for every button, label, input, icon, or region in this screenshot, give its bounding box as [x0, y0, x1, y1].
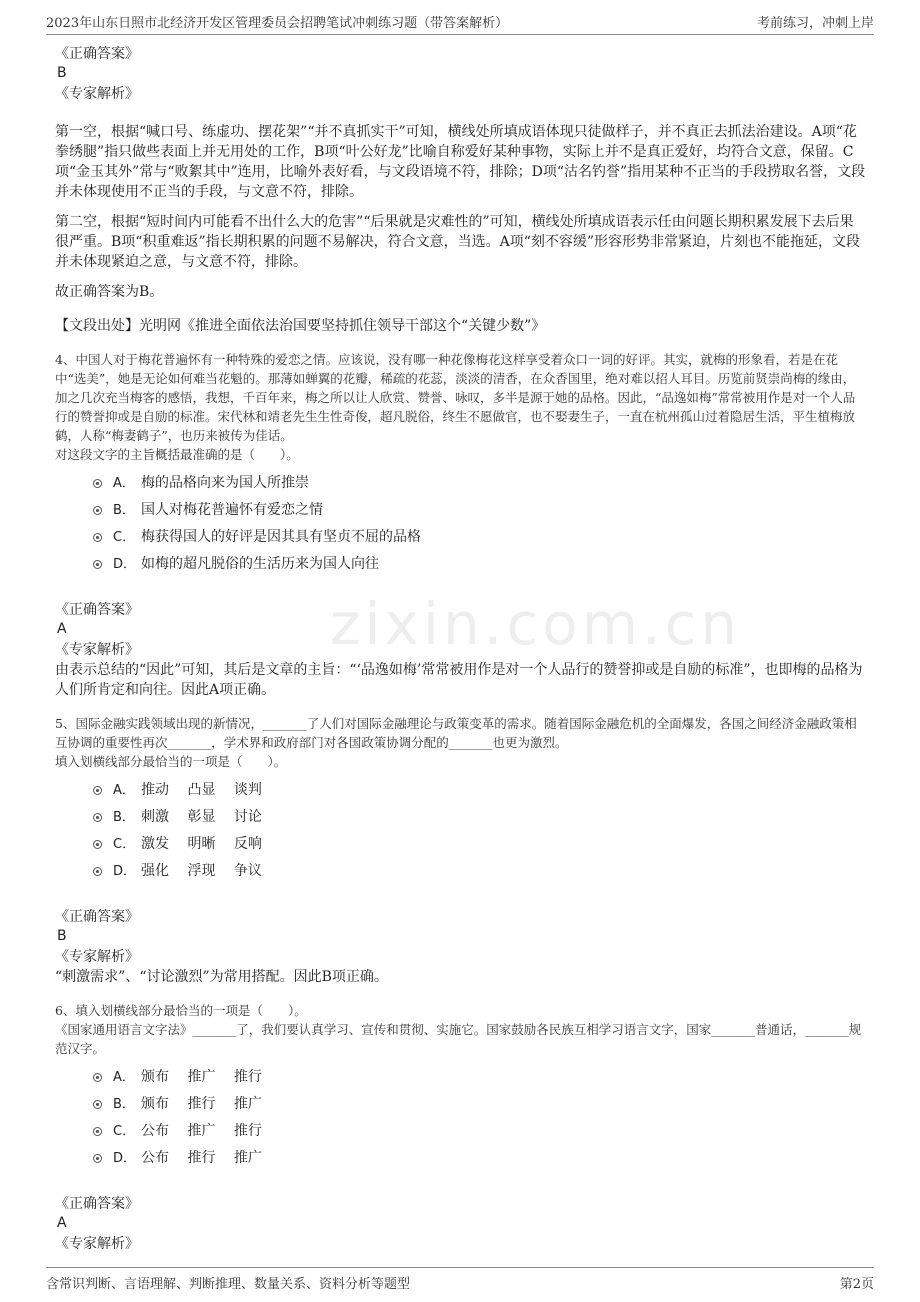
page-content — [55, 44, 867, 1254]
question-prompt: 填入划横线部分最恰当的一项是（ ）。 — [55, 754, 287, 769]
option-b[interactable]: B． 国人对梅花普遍怀有爱恋之情 — [91, 497, 867, 524]
expert-analysis-label: 《专家解析》 — [55, 1236, 139, 1252]
page-header — [46, 10, 874, 35]
footer-subjects: 含常识判断、言语理解、判断推理、数量关系、资料分析等题型 — [46, 1277, 411, 1292]
radio-icon[interactable] — [93, 1127, 102, 1136]
analysis-paragraph: “刺激需求”、“讨论激烈”为常用搭配。因此B项正确。 — [55, 969, 388, 985]
question-3-answer-block — [55, 44, 867, 336]
correct-answer-label: 《正确答案》 — [55, 909, 139, 925]
question-4 — [55, 350, 867, 700]
analysis-paragraph: 第二空，根据“短时间内可能看不出什么大的危害”“后果就是灾难性的”可知，横线处所填成语表示任由问题长期积累发展下去后果很严重。B项“积重难返”指长期积累的问题不易解决，符合文意，当选。A项“刻不容缓”形容形势非常紧迫，片刻也不能拖延，文段并未体现紧迫之意，与文意不符，排除。 — [55, 214, 861, 270]
option-a[interactable]: A． 梅的品格向来为国人所推崇 — [91, 470, 867, 497]
expert-analysis-label: 《专家解析》 — [55, 86, 139, 102]
correct-answer-label: 《正确答案》 — [55, 1196, 139, 1212]
radio-icon[interactable] — [93, 867, 102, 876]
radio-icon[interactable] — [93, 1154, 102, 1163]
radio-icon[interactable] — [93, 506, 102, 515]
page-number: 第2页 — [839, 1277, 874, 1292]
analysis-paragraph: 由表示总结的“因此”可知，其后是文章的主旨：“‘品逸如梅’常常被用作是对一个人品行的赞誉抑或是自励的标准”，也即梅的品格为人们所肯定和向往。因此A项正确。 — [55, 662, 863, 698]
correct-answer: B — [57, 65, 67, 81]
expert-analysis-label: 《专家解析》 — [55, 642, 139, 658]
question-6 — [55, 1001, 867, 1254]
radio-icon[interactable] — [93, 840, 102, 849]
question-stem: 5、国际金融实践领域出现的新情况，_______了人们对国际金融理论与政策变革的需求。随着国际金融危机的全面爆发，各国之间经济金融政策相互协调的重要性再次_______，学术界和政府部门对各国政策协调分配的_______也更为激烈。 — [55, 716, 857, 750]
radio-icon[interactable] — [93, 1073, 102, 1082]
option-list — [91, 1064, 867, 1172]
expert-analysis-label: 《专家解析》 — [55, 949, 139, 965]
question-5 — [55, 714, 867, 987]
radio-icon[interactable] — [93, 786, 102, 795]
document-title: 2023年山东日照市北经济开发区管理委员会招聘笔试冲刺练习题（带答案解析） — [46, 16, 509, 31]
correct-answer-label: 《正确答案》 — [55, 602, 139, 618]
header-slogan: 考前练习，冲刺上岸 — [756, 16, 874, 31]
option-list — [91, 777, 867, 885]
radio-icon[interactable] — [93, 533, 102, 542]
correct-answer-label: 《正确答案》 — [55, 46, 139, 62]
question-stem: 4、中国人对于梅花普遍怀有一种特殊的爱恋之情。应该说，没有哪一种花像梅花这样享受着众口一词的好评。其实，就梅的形象看，若是在花中“选美”，她是无论如何难当花魁的。那薄如蝉翼的花瓣，稀疏的花蕊，淡淡的清香，在众香国里，绝对难以招人耳目。历览前贤崇尚梅的缘由，加之几次充当梅客的感悟，我想，千百年来，梅之所以让人欣赏、赞誉、咏叹，多半是源于她的品格。因此，“品逸如梅”常常被用作是对一个人品行的赞誉抑或是自励的标准。宋代林和靖老先生生性奇俊，超凡脱俗，终生不愿做官，也不娶妻生子，一直在杭州孤山过着隐居生活，平生植梅放鹤，人称“梅妻鹤子”，也历来被传为佳话。 — [55, 352, 856, 443]
option-b[interactable]: B． 刺激 彰显 讨论 — [91, 804, 867, 831]
option-c[interactable]: C． 激发 明晰 反响 — [91, 831, 867, 858]
correct-answer: B — [57, 928, 67, 944]
option-b[interactable]: B． 颁布 推行 推广 — [91, 1091, 867, 1118]
option-a[interactable]: A． 推动 凸显 谈判 — [91, 777, 867, 804]
page-footer — [46, 1267, 874, 1294]
analysis-conclusion: 故正确答案为B。 — [55, 284, 164, 300]
option-d[interactable]: D． 如梅的超凡脱俗的生活历来为国人向往 — [91, 551, 867, 578]
correct-answer: A — [57, 1215, 67, 1231]
question-prompt: 对这段文字的主旨概括最准确的是（ ）。 — [55, 447, 299, 462]
radio-icon[interactable] — [93, 479, 102, 488]
option-list — [91, 470, 867, 578]
option-d[interactable]: D． 强化 浮现 争议 — [91, 858, 867, 885]
radio-icon[interactable] — [93, 1100, 102, 1109]
passage-source: 【文段出处】光明网《推进全面依法治国要坚持抓住领导干部这个“关键少数”》 — [55, 318, 546, 334]
radio-icon[interactable] — [93, 560, 102, 569]
option-c[interactable]: C． 公布 推广 推行 — [91, 1118, 867, 1145]
correct-answer: A — [57, 621, 67, 637]
option-c[interactable]: C． 梅获得国人的好评是因其具有坚贞不屈的品格 — [91, 524, 867, 551]
analysis-paragraph: 第一空，根据“喊口号、练虚功、摆花架”“并不真抓实干”可知，横线处所填成语体现只徒做样子，并不真正去抓法治建设。A项“花拳绣腿”指只做些表面上并无用处的工作，B项“叶公好龙”比喻自称爱好某种事物，实际上并不是真正爱好，均符合文意，保留。C项“金玉其外”常与“败絮其中”连用，比喻外表好看，与文段语境不符，排除；D项“沽名钓誉”指用某种不正当的手段捞取名誉，文段并未体现使用不正当的手段，与文意不符，排除。 — [55, 124, 866, 200]
option-a[interactable]: A． 颁布 推广 推行 — [91, 1064, 867, 1091]
question-text: 《国家通用语言文字法》_______了，我们要认真学习、宣传和贯彻、实施它。国家鼓励各民族互相学习语言文字，国家_______普通话，_______规范汉字。 — [55, 1022, 862, 1056]
radio-icon[interactable] — [93, 813, 102, 822]
watermark: zixin.com.cn — [330, 590, 742, 658]
option-d[interactable]: D． 公布 推行 推广 — [91, 1145, 867, 1172]
question-stem: 6、填入划横线部分最恰当的一项是（ ）。 — [55, 1003, 307, 1018]
